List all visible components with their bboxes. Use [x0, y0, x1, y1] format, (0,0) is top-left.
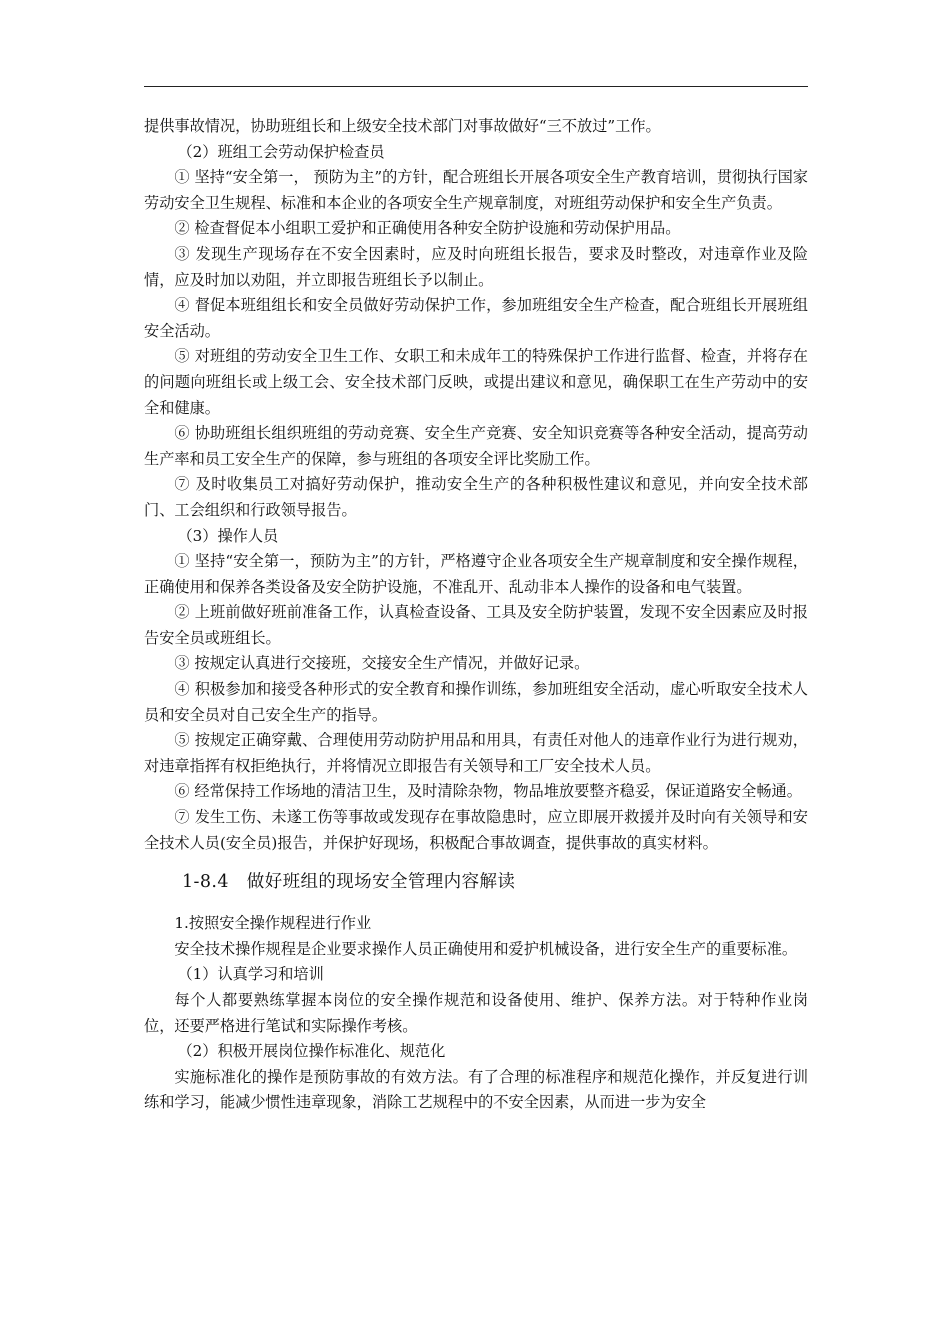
paragraph: ① 坚持“安全第一，预防为主”的方针，严格遵守企业各项安全生产规章制度和安全操作规程，正确使用和保养各类设备及安全防护设施，不准乱开、乱动非本人操作的设备和电气装置。 — [144, 552, 808, 596]
paragraph: ⑦ 及时收集员工对搞好劳动保护，推动安全生产的各种积极性建议和意见，并向安全技术部门、工会组织和行政领导报告。 — [144, 475, 808, 519]
section-heading: 1-8.4 做好班组的现场安全管理内容解读 — [182, 872, 516, 893]
paragraph: 提供事故情况，协助班组长和上级安全技术部门对事故做好“三不放过”工作。 — [144, 117, 661, 135]
paragraph: ④ 积极参加和接受各种形式的安全教育和操作训练，参加班组安全活动，虚心听取安全技术人员和安全员对自己安全生产的指导。 — [144, 680, 808, 724]
paragraph: 每个人都要熟练掌握本岗位的安全操作规范和设备使用、维护、保养方法。对于特种作业岗位，还要严格进行笔试和实际操作考核。 — [144, 991, 808, 1035]
paragraph: ④ 督促本班组组长和安全员做好劳动保护工作，参加班组安全生产检查，配合班组长开展班组安全活动。 — [144, 296, 808, 340]
paragraph: ② 检查督促本小组职工爱护和正确使用各种安全防护设施和劳动保护用品。 — [174, 219, 681, 238]
paragraph: ⑥ 协助班组长组织班组的劳动竞赛、安全生产竞赛、安全知识竞赛等各种安全活动，提高劳动生产率和员工安全生产的保障，参与班组的各项安全评比奖励工作。 — [144, 424, 808, 468]
paragraph: ⑤ 按规定正确穿戴、合理使用劳动防护用品和用具，有责任对他人的违章作业行为进行规劝，对违章指挥有权拒绝执行，并将情况立即报告有关领导和工厂安全技术人员。 — [144, 731, 808, 775]
paragraph: ② 上班前做好班前准备工作，认真检查设备、工具及安全防护装置，发现不安全因素应及时报告安全员或班组长。 — [144, 603, 808, 647]
subsection-title: （2）班组工会劳动保护检查员 — [177, 142, 385, 161]
paragraph: ⑦ 发生工伤、未遂工伤等事故或发现存在事故隐患时，应立即展开救援并及时向有关领导和安全技术人员(安全员)报告，并保护好现场，积极配合事故调查，提供事故的真实材料。 — [144, 808, 808, 852]
paragraph: ① 坚持“安全第一， 预防为主”的方针，配合班组长开展各项安全生产教育培训，贯彻执行国家劳动安全卫生规程、标准和本企业的各项安全生产规章制度，对班组劳动保护和安全生产负责。 — [144, 168, 808, 212]
paragraph: 实施标准化的操作是预防事故的有效方法。有了合理的标准程序和规范化操作，并反复进行训练和学习，能减少惯性违章现象，消除工艺规程中的不安全因素，从而进一步为安全 — [144, 1067, 808, 1112]
paragraph: ⑤ 对班组的劳动安全卫生工作、女职工和未成年工的特殊保护工作进行监督、检查，并将存在的问题向班组长或上级工会、安全技术部门反映，或提出建议和意见，确保职工在生产劳动中的安全和健康。 — [144, 347, 808, 417]
header-rule — [144, 86, 808, 87]
paragraph: ③ 发现生产现场存在不安全因素时，应及时向班组长报告，要求及时整改，对违章作业及险情，应及时加以劝阻，并立即报告班组长予以制止。 — [144, 244, 808, 289]
subsection-title: （2）积极开展岗位操作标准化、规范化 — [177, 1042, 446, 1061]
numbered-heading: 1.按照安全操作规程进行作业 — [174, 914, 372, 933]
paragraph: 安全技术操作规程是企业要求操作人员正确使用和爱护机械设备，进行安全生产的重要标准。 — [174, 939, 798, 958]
subsection-title: （3）操作人员 — [177, 526, 279, 545]
paragraph: ③ 按规定认真进行交接班，交接安全生产情况，并做好记录。 — [174, 654, 590, 673]
document-body — [144, 114, 808, 1116]
paragraph: ⑥ 经常保持工作场地的清洁卫生，及时清除杂物，物品堆放要整齐稳妥，保证道路安全畅通。 — [174, 782, 802, 801]
subsection-title: （1）认真学习和培训 — [177, 965, 324, 984]
